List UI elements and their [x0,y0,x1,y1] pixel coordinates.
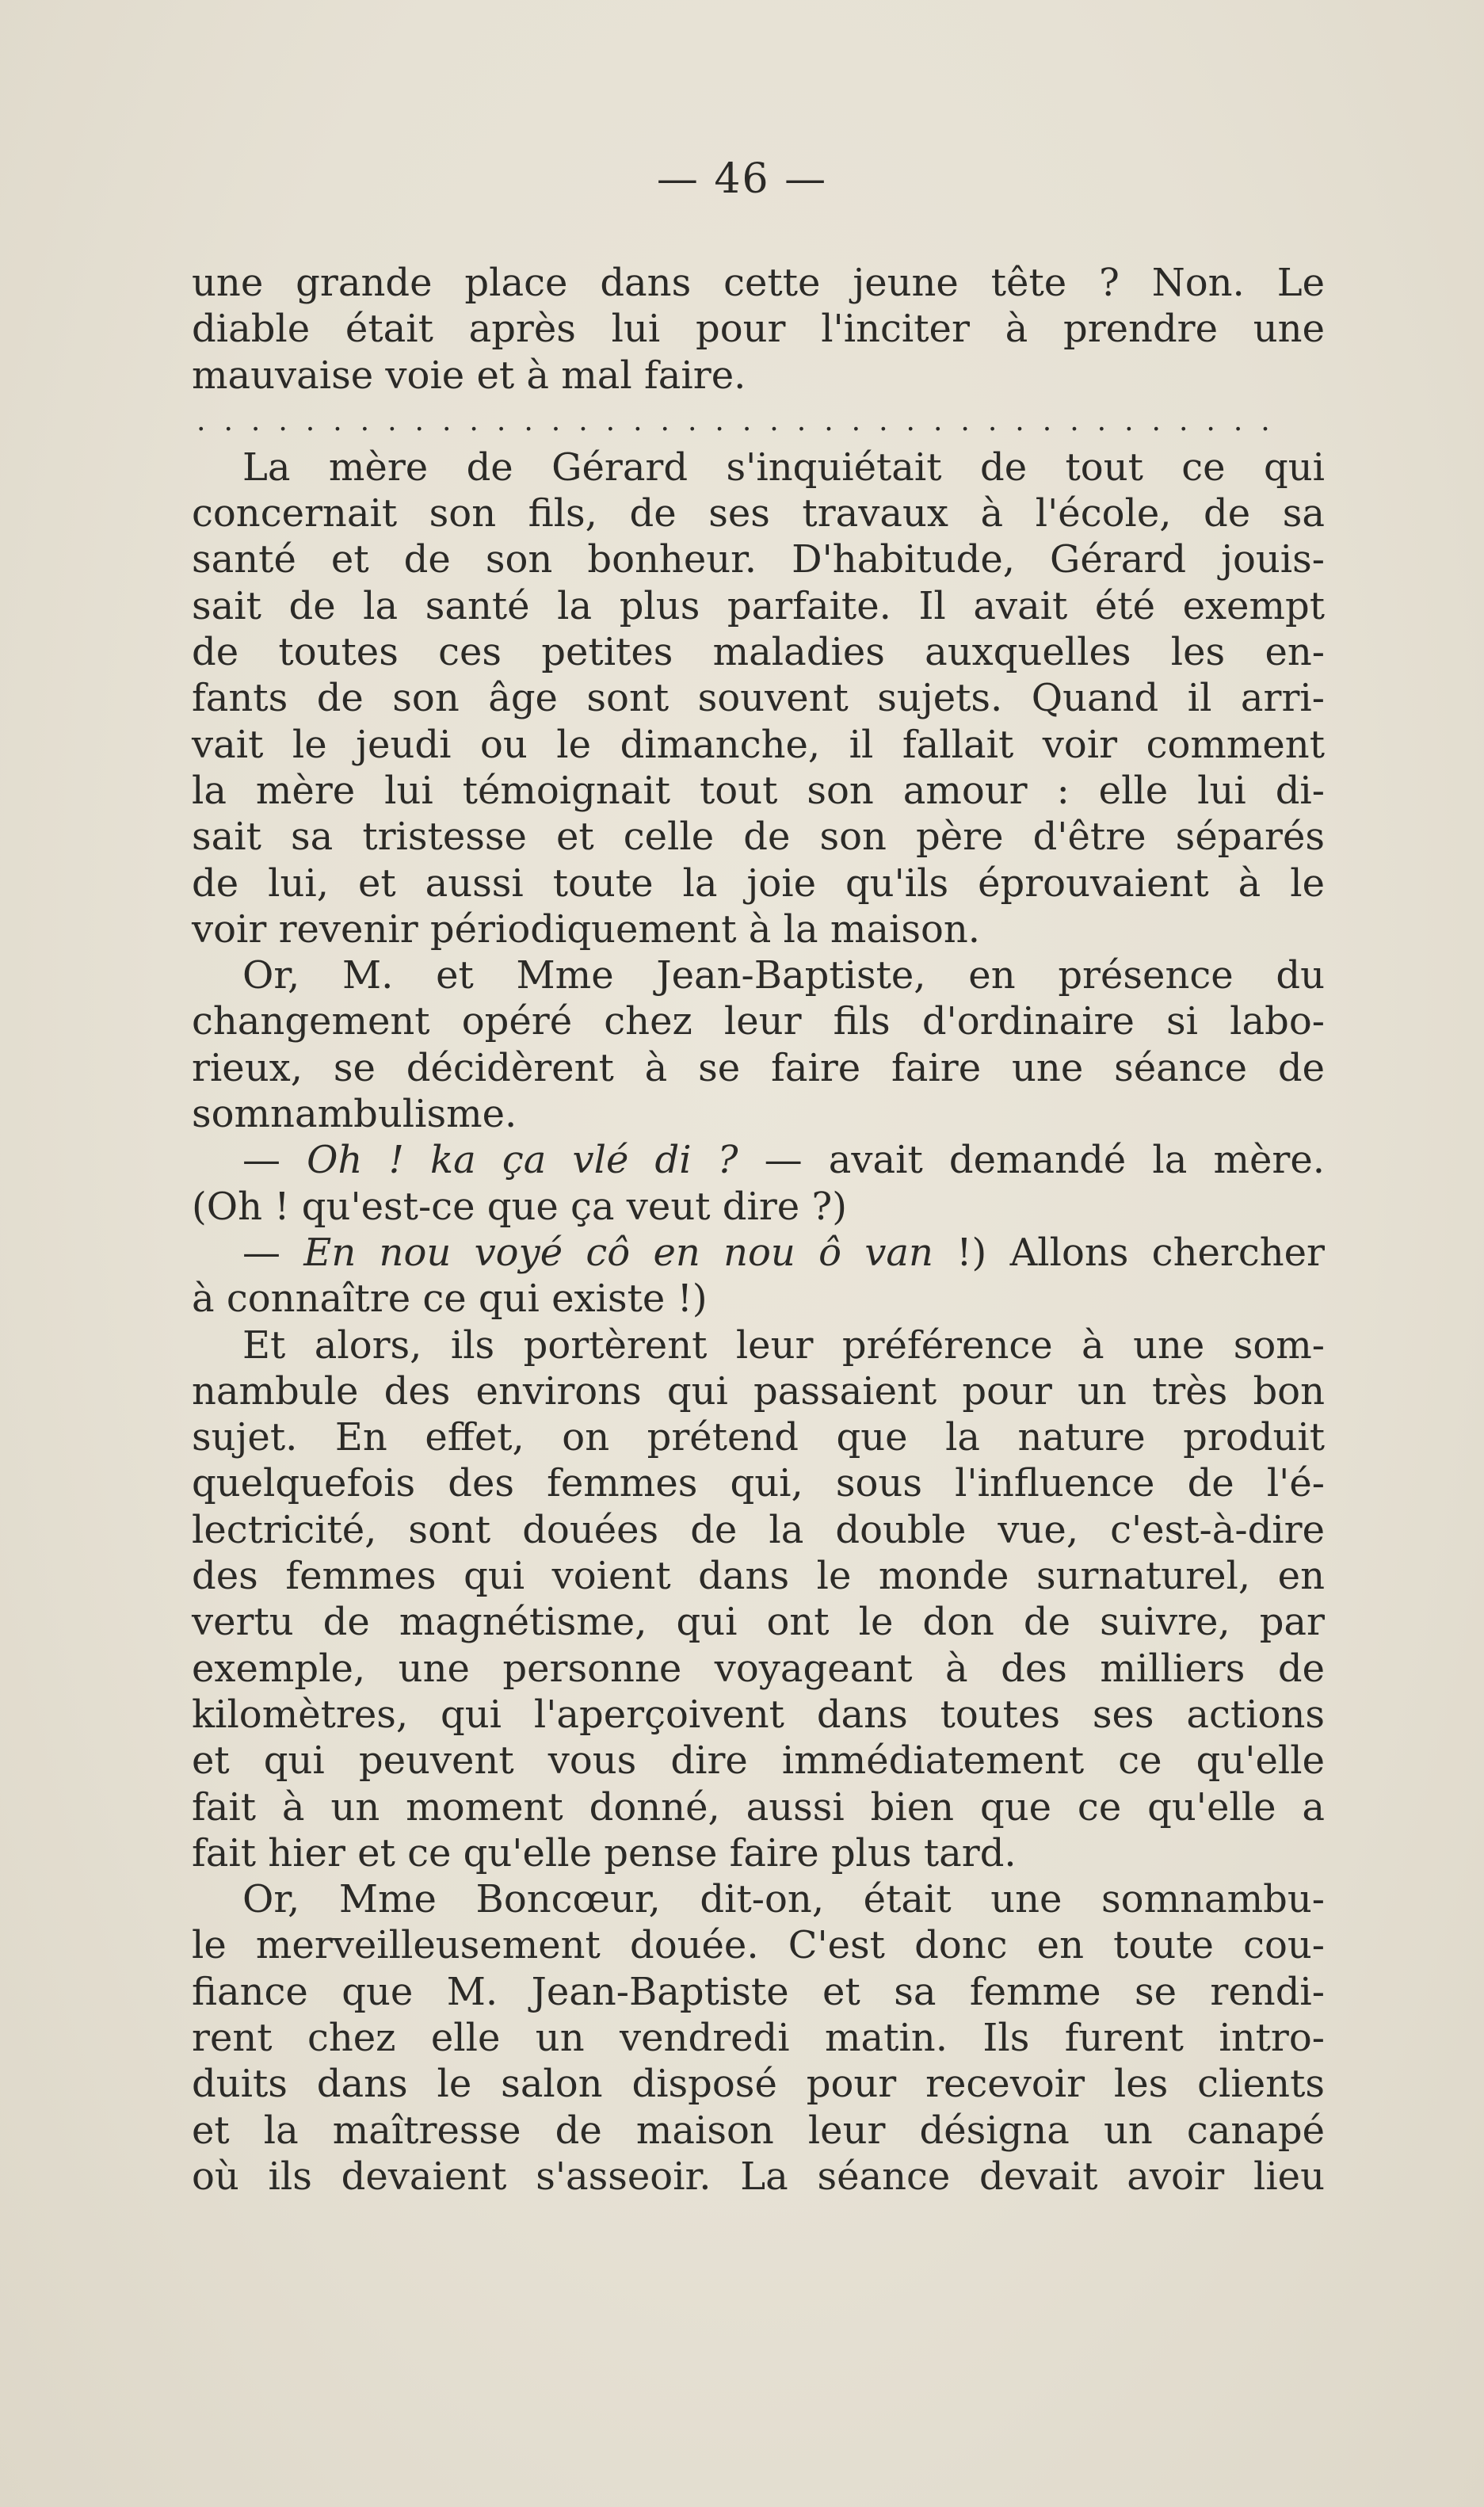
text-line: changement opéré chez leur fils d'ordinaire si labo- [192,999,1325,1044]
dialogue-rest: — avait demandé la mère. [738,1138,1325,1183]
dialogue-line [192,1137,1325,1183]
text-line: le merveilleusement douée. C'est donc en toute cou- [192,1923,1325,1968]
text-line: lectricité, sont douées de la double vue, c'est-à-dire [192,1507,1325,1552]
text-line: de lui, et aussi toute la joie qu'ils éprouvaient à le [192,860,1325,906]
text-line: rent chez elle un vendredi matin. Ils furent intro- [192,2015,1325,2060]
text-line: fiance que M. Jean-Baptiste et sa femme se rendi- [192,1969,1325,2014]
text-line: sait de la santé la plus parfaite. Il avait été exempt [192,583,1325,628]
text-line: des femmes qui voient dans le monde surnaturel, en [192,1554,1325,1599]
text-line: nambule des environs qui passaient pour un très bon [192,1368,1325,1414]
text-line: fait hier et ce qu'elle pense faire plus tard. [192,1830,1017,1875]
text-line: quelquefois des femmes qui, sous l'influence de l'é- [192,1461,1325,1506]
text-line: sujet. En effet, on prétend que la nature produit [192,1415,1325,1460]
text-line: fants de son âge sont souvent sujets. Quand il arri- [192,676,1325,721]
text-line: somnambulisme. [192,1092,517,1137]
text-line: de toutes ces petites maladies auxquelles les en- [192,630,1325,675]
text-line: Or, M. et Mme Jean-Baptiste, en présence du [242,953,1325,998]
text-line: une grande place dans cette jeune tête ? Non. Le [192,261,1325,305]
text-line: vertu de magnétisme, qui ont le don de suivre, par [192,1600,1325,1645]
text-line: concernait son fils, de ses travaux à l'école, de sa [192,491,1325,536]
text-line: où ils devaient s'asseoir. La séance devait avoir lieu [192,2154,1325,2199]
dialogue-line [192,1230,1325,1276]
text-line: la mère lui témoignait tout son amour : elle lui di- [192,768,1325,813]
text-line: voir revenir périodiquement à la maison. [192,906,981,952]
text-line: vait le jeudi ou le dimanche, il fallait voir comment [192,722,1325,767]
text-line: santé et de son bonheur. D'habitude, Gérard jouis- [192,537,1325,582]
text-line: Et alors, ils portèrent leur préférence à une som- [242,1322,1325,1368]
creole-quote: Oh ! ka ça vlé di ? [307,1138,738,1183]
dash: — [242,1230,304,1275]
text-line: Or, Mme Boncœur, dit-on, était une somnambu- [242,1877,1325,1922]
text-line: et qui peuvent vous dire immédiatement ce qu'elle [192,1738,1325,1784]
text-line: La mère de Gérard s'inquiétait de tout ce qui [242,445,1325,490]
text-line: (Oh ! qu'est-ce que ça veut dire ?) [192,1184,847,1229]
separator-dots: ........................................ [196,404,1288,437]
text-line: fait à un moment donné, aussi bien que ce qu'elle a [192,1784,1325,1830]
text-line: sait sa tristesse et celle de son père d'être séparés [192,815,1325,860]
text-line: kilomètres, qui l'aperçoivent dans toutes ses actions [192,1692,1325,1737]
text-line: exemple, une personne voyageant à des milliers de [192,1646,1325,1691]
text-line: duits dans le salon disposé pour recevoir les clients [192,2062,1325,2107]
text-line: diable était après lui pour l'inciter à prendre une [192,307,1325,352]
dotted-separator [192,399,1325,445]
text-line: et la maîtresse de maison leur désigna un canapé [192,2108,1325,2153]
text-line: mauvaise voie et à mal faire. [192,353,746,398]
creole-quote: En nou voyé cô en nou ô van [303,1230,933,1275]
dash: — [242,1138,307,1183]
body-text [192,260,1325,2200]
text-line: à connaître ce qui existe !) [192,1276,708,1322]
page-number: — 46 — [656,155,828,203]
text-line: rieux, se décidèrent à se faire faire une séance de [192,1045,1325,1090]
dialogue-rest: !) Allons chercher [933,1230,1325,1275]
